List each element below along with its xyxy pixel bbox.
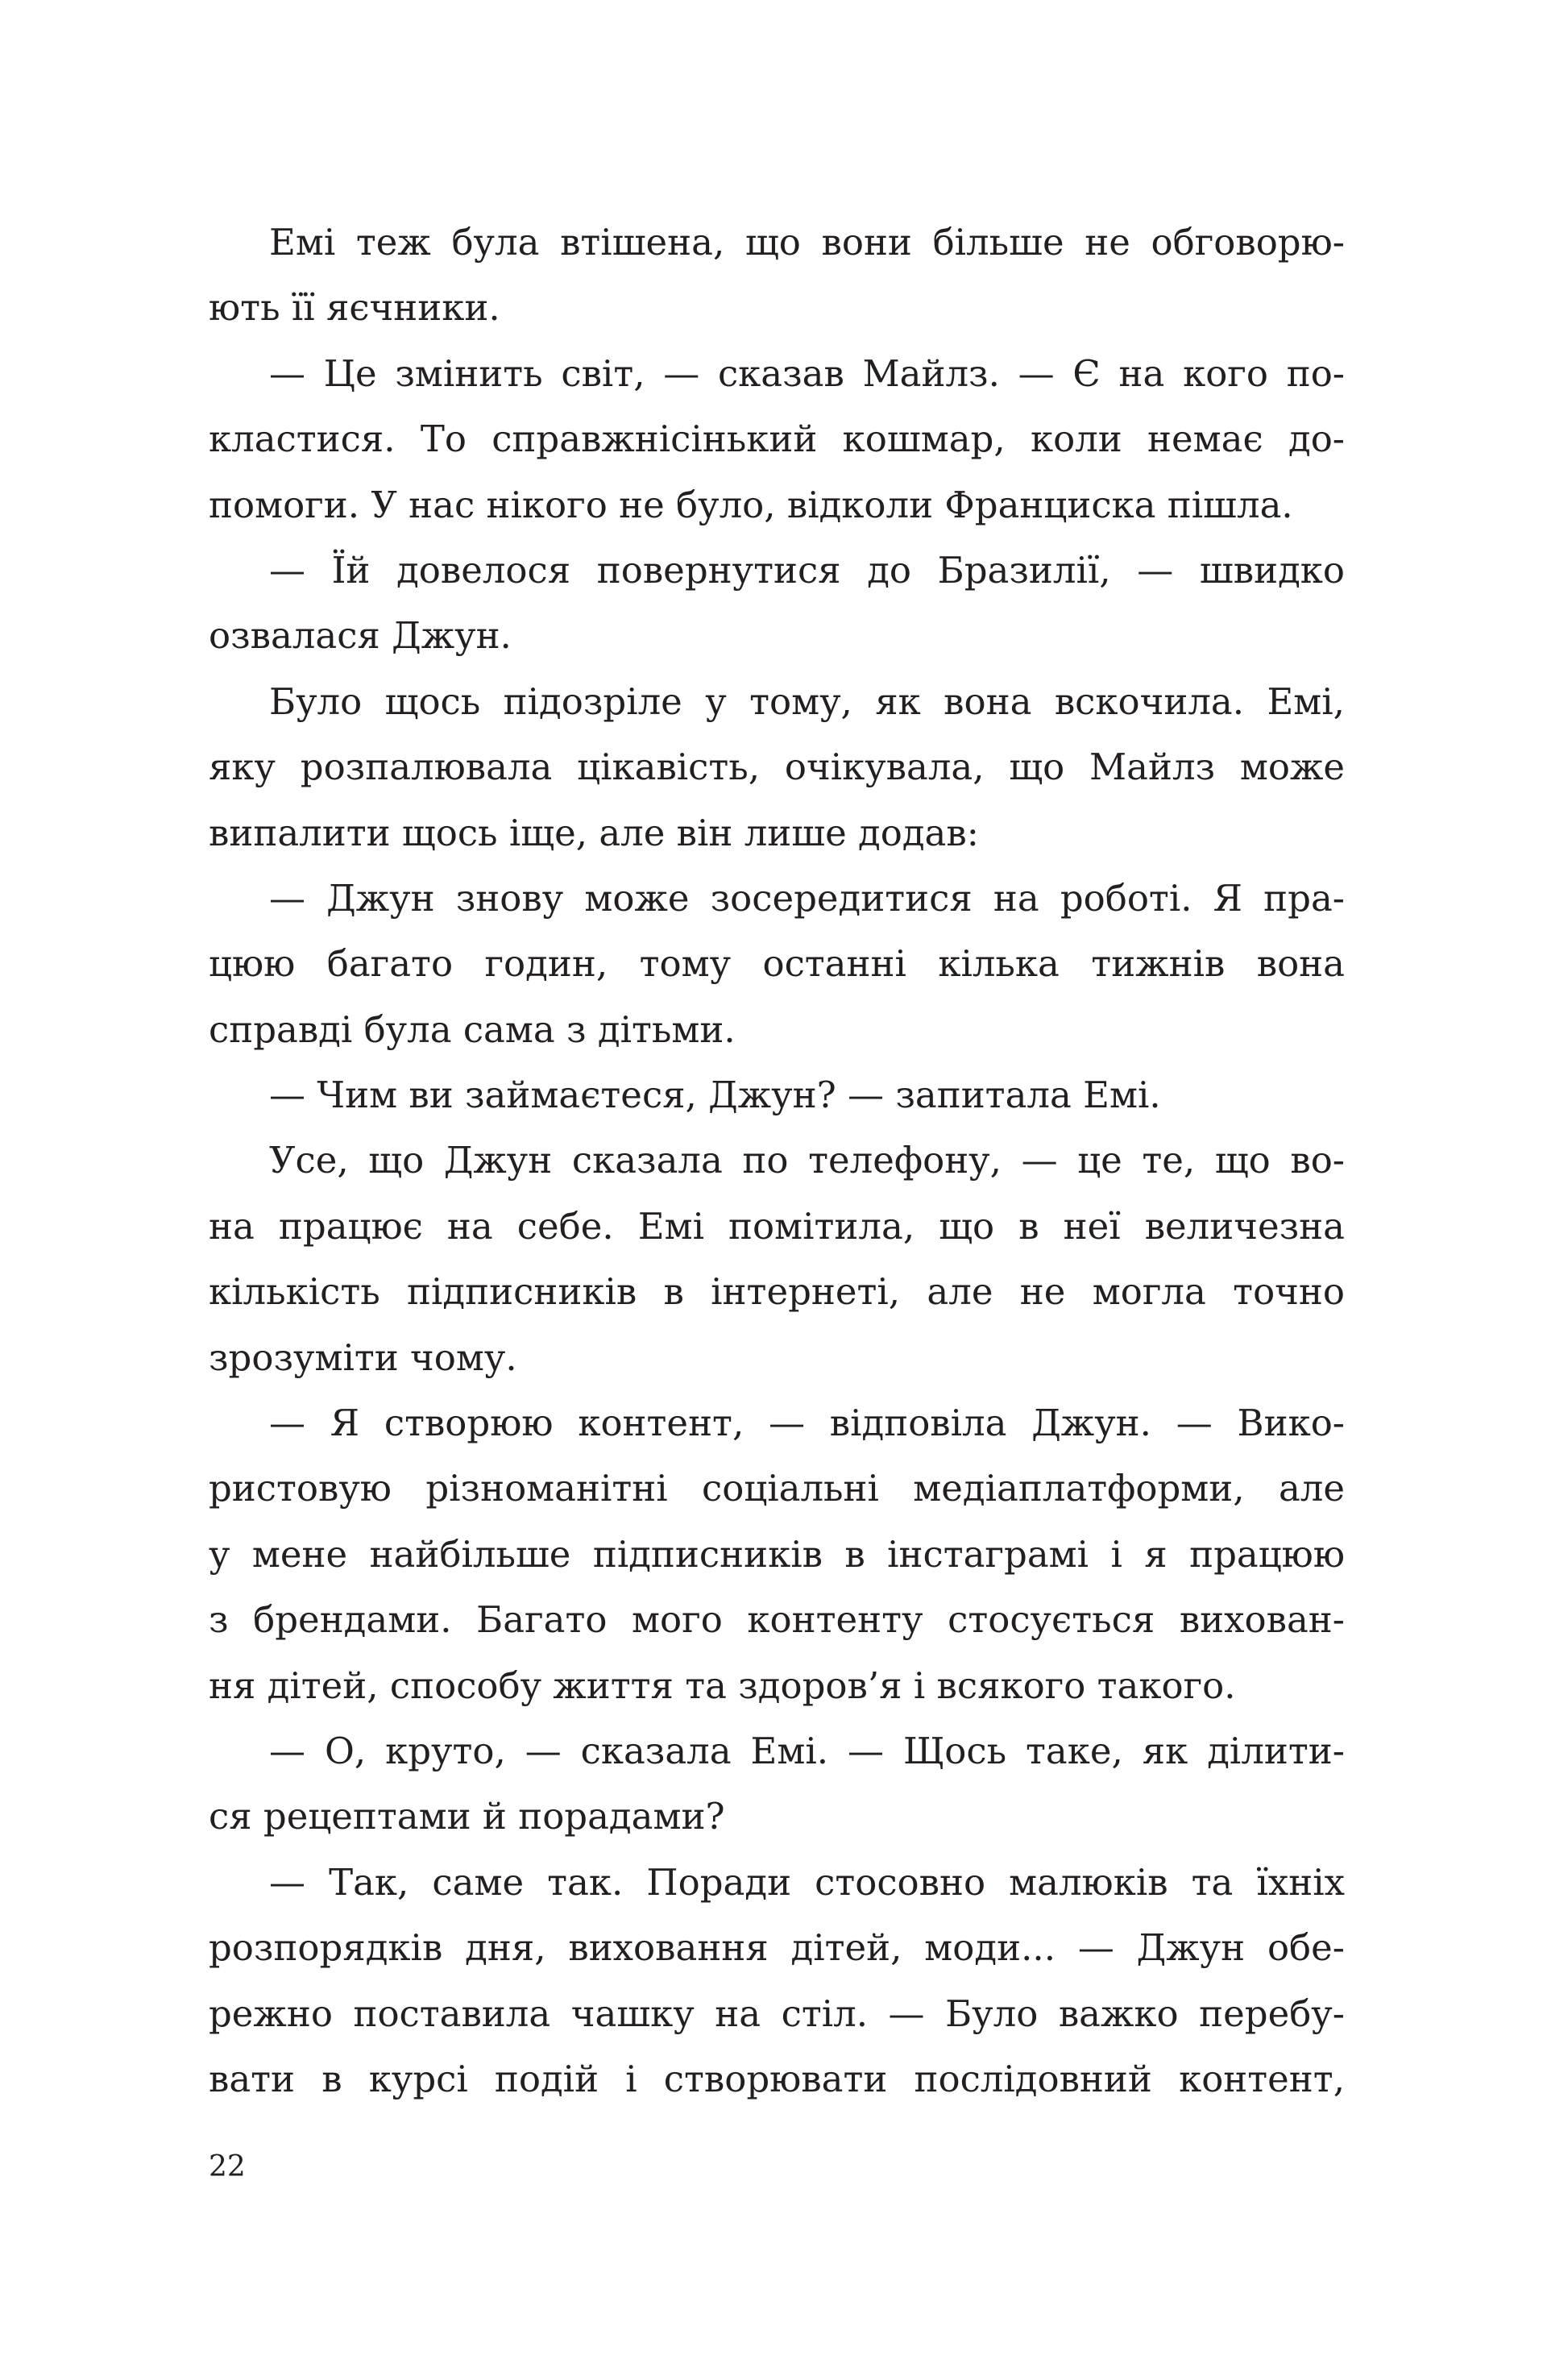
page-number: 22 (209, 2150, 246, 2183)
text-line: помоги. У нас нікого не було, відколи Франциска пішла. (209, 483, 1293, 526)
text-line: випалити щось іще, але він лише додав: (209, 811, 979, 854)
text-line: режно поставила чашку на стіл. — Було важко перебу- (209, 1992, 1345, 2035)
text-line: Емі теж була втішена, що вони більше не обговорю- (269, 221, 1345, 264)
text-line: ють її яєчники. (209, 286, 500, 330)
text-line: — О, круто, — сказала Емі. — Щось таке, як ділити- (269, 1729, 1345, 1772)
text-line: Було щось підозріле у тому, як вона вскочила. Емі, (269, 679, 1345, 723)
text-line: — Їй довелося повернутися до Бразилії, — швидко (269, 548, 1345, 592)
text-line: у мене найбільше підписників в інстаграмі і я працюю (209, 1532, 1345, 1576)
text-line: зрозуміти чому. (209, 1335, 517, 1379)
text-line: — Джун знову може зосередитися на роботі. Я пра- (269, 876, 1345, 920)
text-line: справді була сама з дітьми. (209, 1007, 736, 1051)
text-line: ня дітей, способу життя та здоров’я і всякого такого. (209, 1664, 1236, 1707)
text-line: яку розпалювала цікавість, очікувала, що Майлз може (209, 746, 1345, 789)
text-line: вати в курсі подій і створювати послідовний контент, (209, 2057, 1345, 2100)
text-line: кластися. То справжнісінький кошмар, коли немає до- (209, 417, 1345, 461)
text-line: — Це змінить світ, — сказав Майлз. — Є на кого по- (269, 351, 1345, 395)
text-line: кількість підписників в інтернеті, але не могла точно (209, 1270, 1345, 1314)
text-line: озвалася Джун. (209, 614, 512, 658)
text-line: розпорядків дня, виховання дітей, моди... — Джун обе- (209, 1926, 1345, 1970)
text-line: на працює на себе. Емі помітила, що в неї величезна (209, 1204, 1345, 1248)
text-line: — Я створюю контент, — відповіла Джун. — Вико- (269, 1402, 1345, 1445)
text-line: Усе, що Джун сказала по телефону, — це те, що во- (269, 1139, 1345, 1182)
text-line: ся рецептами й порадами? (209, 1795, 725, 1838)
text-line: з брендами. Багато мого контенту стосується вихован- (209, 1598, 1345, 1642)
text-line: ристовую різноманітні соціальні медіаплатформи, але (209, 1467, 1345, 1510)
body-text (209, 210, 1345, 2112)
text-line: цюю багато годин, тому останні кілька тижнів вона (209, 942, 1345, 986)
text-line: — Так, саме так. Поради стосовно малюків та їхніх (269, 1860, 1345, 1904)
text-line: — Чим ви займаєтеся, Джун? — запитала Емі. (269, 1074, 1161, 1117)
